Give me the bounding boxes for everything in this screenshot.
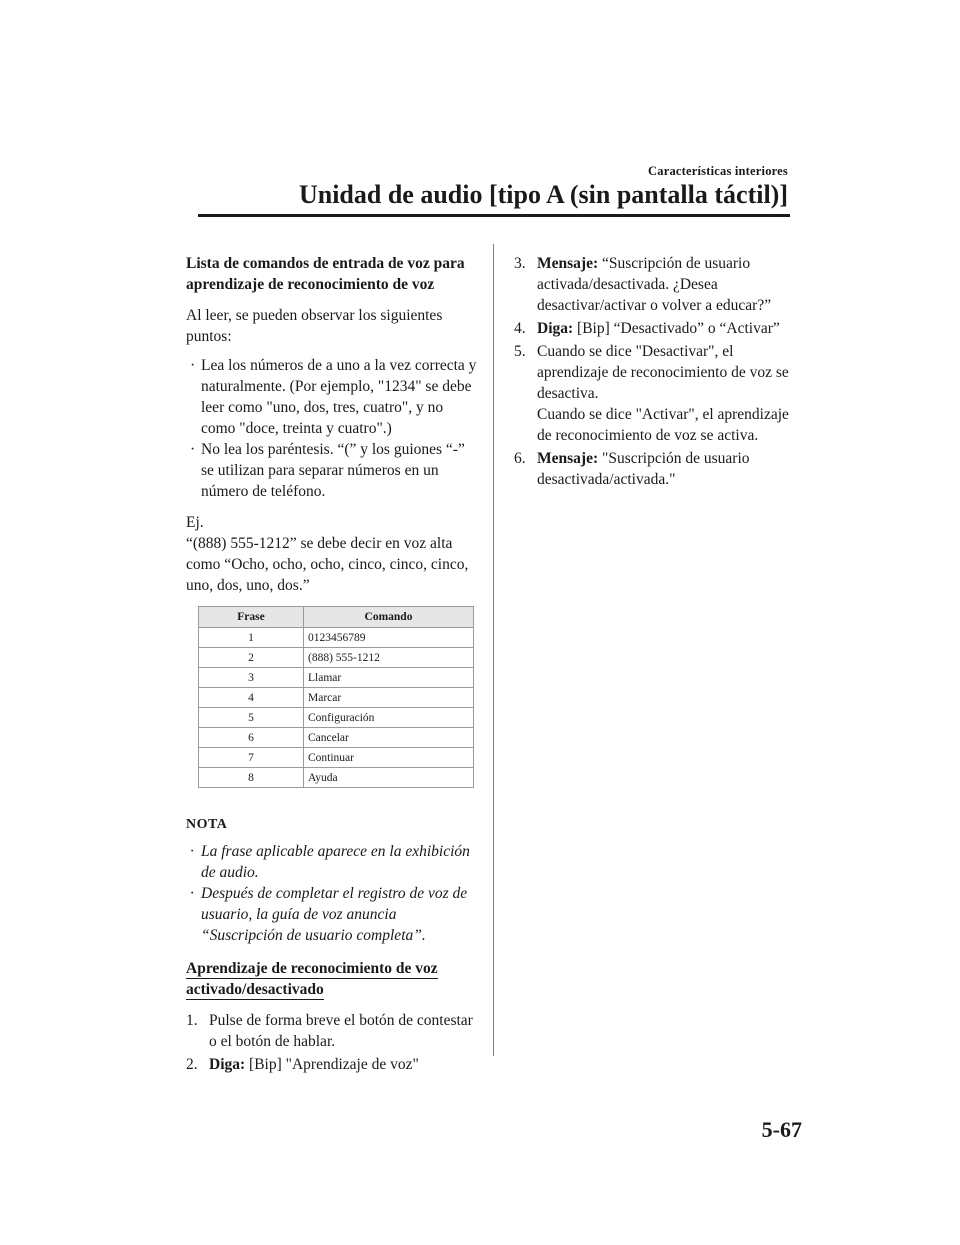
step-number: 1. xyxy=(186,1012,198,1029)
step-number: 4. xyxy=(514,320,526,337)
steps-list xyxy=(186,1010,478,1075)
note-title: NOTA xyxy=(186,817,228,832)
step-label: Mensaje: xyxy=(537,255,599,272)
step-item xyxy=(186,1010,478,1052)
table-row xyxy=(199,668,474,688)
note-list xyxy=(186,841,478,946)
table-cell: 4 xyxy=(199,688,304,708)
column-header-phrase: Frase xyxy=(199,607,304,628)
table-cell: Cancelar xyxy=(304,728,474,748)
page-number: 5-67 xyxy=(761,1117,802,1142)
step-text: [Bip] “Desactivado” o “Activar” xyxy=(573,320,780,337)
column-divider xyxy=(493,244,494,1056)
header-rule xyxy=(198,214,790,217)
note-text: Después de completar el registro de voz de usuario, la guía de voz anuncia “Suscripción de usuario completa”. xyxy=(201,885,468,944)
step-label: Mensaje: xyxy=(537,450,599,467)
step-text: "Suscripción de usuario desactivada/activada." xyxy=(537,450,750,488)
reading-tips-list xyxy=(186,355,478,502)
subsection-heading-text: Aprendizaje de reconocimiento de voz activado/desactivado xyxy=(186,960,438,998)
table-header-row xyxy=(199,607,474,628)
bullet-icon: · xyxy=(190,441,196,458)
table-cell: 7 xyxy=(199,748,304,768)
step-label: Diga: xyxy=(209,1056,246,1073)
steps-list xyxy=(514,253,794,490)
table-row xyxy=(199,708,474,728)
step-label: Diga: xyxy=(537,320,574,337)
table-row xyxy=(199,728,474,748)
step-item xyxy=(186,1054,478,1075)
step-number: 5. xyxy=(514,343,526,360)
table-row xyxy=(199,688,474,708)
step-text-continued: Cuando se dice "Activar", el aprendizaje de reconocimiento de voz se activa. xyxy=(537,406,789,444)
step-text: “Suscripción de usuario activada/desactivada. ¿Desea desactivar/activar o volver a educar?” xyxy=(537,255,772,314)
table-cell: 2 xyxy=(199,648,304,668)
list-item-text: Lea los números de a uno a la vez correcta y naturalmente. (Por ejemplo, "1234" se debe leer como "uno, dos, tres, cuatro", y no como "doce, treinta y cuatro".) xyxy=(201,357,477,437)
table-row xyxy=(199,768,474,788)
column-header-command: Comando xyxy=(304,607,474,628)
bullet-icon: · xyxy=(190,843,194,860)
intro-paragraph: Al leer, se pueden observar los siguientes puntos: xyxy=(186,307,443,345)
left-column xyxy=(186,253,478,1077)
table-cell: 3 xyxy=(199,668,304,688)
table-cell: 0123456789 xyxy=(304,628,474,648)
bullet-icon: · xyxy=(190,357,196,374)
list-item xyxy=(186,439,478,502)
step-number: 3. xyxy=(514,255,526,272)
step-item xyxy=(514,253,794,316)
note-text: La frase aplicable aparece en la exhibición de audio. xyxy=(201,843,470,881)
list-item-text: No lea los paréntesis. “(” y los guiones “-” se utilizan para separar números en un número de teléfono. xyxy=(201,441,465,500)
table-cell: 5 xyxy=(199,708,304,728)
step-number: 6. xyxy=(514,450,526,467)
step-item xyxy=(514,448,794,490)
step-text: Pulse de forma breve el botón de contestar o el botón de hablar. xyxy=(209,1012,473,1050)
table-cell: 1 xyxy=(199,628,304,648)
table-cell: Ayuda xyxy=(304,768,474,788)
table-row xyxy=(199,628,474,648)
table-cell: 6 xyxy=(199,728,304,748)
table-cell: Llamar xyxy=(304,668,474,688)
example-text: “(888) 555-1212” se debe decir en voz alta como “Ocho, ocho, ocho, cinco, cinco, cinco, uno, dos, uno, dos.” xyxy=(186,535,469,594)
table-cell: Marcar xyxy=(304,688,474,708)
step-number: 2. xyxy=(186,1056,198,1073)
table-cell: Continuar xyxy=(304,748,474,768)
table-cell: (888) 555-1212 xyxy=(304,648,474,668)
example-label: Ej. xyxy=(186,514,204,531)
table-row xyxy=(199,748,474,768)
right-column xyxy=(514,253,794,492)
command-table xyxy=(198,606,474,788)
step-item xyxy=(514,318,794,339)
list-item xyxy=(186,355,478,439)
list-item xyxy=(186,841,478,883)
step-text: Cuando se dice "Desactivar", el aprendizaje de reconocimiento de voz se desactiva. xyxy=(537,343,789,402)
table-row xyxy=(199,648,474,668)
section-heading: Lista de comandos de entrada de voz para aprendizaje de reconocimiento de voz xyxy=(186,255,465,293)
table-cell: Configuración xyxy=(304,708,474,728)
bullet-icon: · xyxy=(190,885,194,902)
list-item xyxy=(186,883,478,946)
section-label: Características interiores xyxy=(648,164,788,178)
subsection-heading xyxy=(186,958,478,1000)
table-cell: 8 xyxy=(199,768,304,788)
chapter-title: Unidad de audio [tipo A (sin pantalla táctil)] xyxy=(298,180,788,209)
step-text: [Bip] "Aprendizaje de voz" xyxy=(245,1056,419,1073)
step-item xyxy=(514,341,794,446)
